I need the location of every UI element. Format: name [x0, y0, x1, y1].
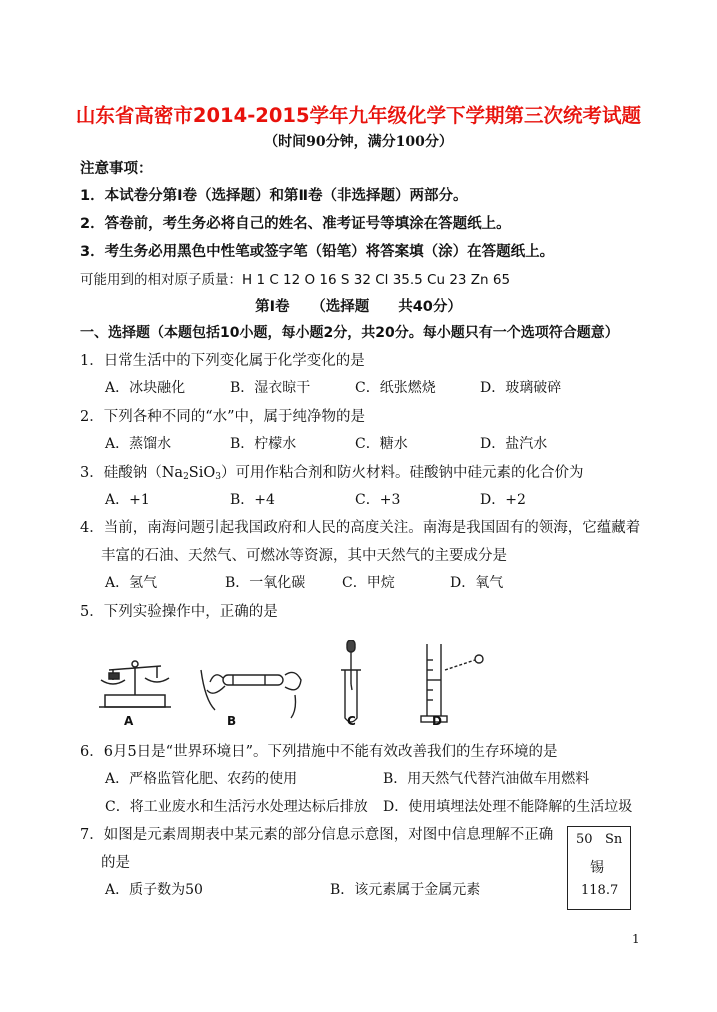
atomic-number: 50: [576, 832, 593, 847]
notice-item: 3．考生务必用黑色中性笔或签字笔（铅笔）将答案填（涂）在答题纸上。: [80, 244, 555, 260]
q4-option-d: D．氧气: [450, 575, 504, 591]
page-number: 1: [632, 932, 640, 946]
q6-option-b: B．用天然气代替汽油做车用燃料: [383, 771, 590, 787]
question-7-stem: 7．如图是元素周期表中某元素的部分信息示意图，对图中信息理解不正确: [80, 827, 554, 843]
lab-operations-figure: [95, 640, 635, 735]
notice-item: 2．答卷前，考生务必将自己的姓名、准考证号等填涂在答题纸上。: [80, 216, 511, 232]
q6-option-a: A．严格监管化肥、农药的使用: [105, 771, 298, 787]
atomic-mass: 118.7: [581, 883, 619, 898]
q2-option-c: C．糖水: [355, 436, 408, 452]
atomic-masses: 可能用到的相对原子质量：H 1 C 12 O 16 S 32 Cl 35.5 Cu 23 Zn 65: [80, 272, 511, 288]
notice-heading: 注意事项：: [80, 161, 153, 177]
question-7-stem-cont: 的是: [101, 855, 130, 871]
question-2-stem: 2．下列各种不同的“水”中，属于纯净物的是: [80, 409, 366, 425]
figure-label-c: C: [347, 714, 356, 728]
q3-subscript: 2: [183, 472, 189, 482]
q1-option-a: A．冰块融化: [105, 380, 186, 396]
q1-option-b: B．湿衣晾干: [230, 380, 311, 396]
question-1-stem: 1．日常生活中的下列变化属于化学变化的是: [80, 353, 365, 369]
q1-option-c: C．纸张燃烧: [355, 380, 436, 396]
notice-item: 1．本试卷分第Ⅰ卷（选择题）和第Ⅱ卷（非选择题）两部分。: [80, 188, 468, 204]
question-6-stem: 6．6月5日是“世界环境日”。下列措施中不能有效改善我们的生存环境的是: [80, 744, 558, 760]
balance-icon: [99, 661, 171, 707]
question-4-stem: 4．当前，南海问题引起我国政府和人民的高度关注。南海是我国固有的领海，它蕴藏着: [80, 520, 641, 536]
question-5-stem: 5．下列实验操作中，正确的是: [80, 604, 278, 620]
question-3-stem: [80, 461, 584, 482]
figure-label-d: D: [432, 714, 442, 728]
q7-option-b: B．该元素属于金属元素: [330, 882, 481, 898]
q3-option-b: B．+4: [230, 492, 275, 508]
q4-option-c: C．甲烷: [342, 575, 395, 591]
q1-option-d: D．玻璃破碎: [480, 380, 562, 396]
q6-option-c: C．将工业废水和生活污水处理达标后排放: [105, 799, 368, 815]
q2-option-b: B．柠檬水: [230, 436, 297, 452]
element-symbol: Sn: [605, 832, 623, 847]
q3-stem-part: ）可用作粘合剂和防火材料。硅酸钠中硅元素的化合价为: [221, 465, 584, 481]
section-instruction: 一、选择题（本题包括10小题，每小题2分，共20分。每小题只有一个选项符合题意）: [80, 325, 619, 341]
exam-title: 山东省高密市2014-2015学年九年级化学下学期第三次统考试题: [75, 104, 642, 127]
q3-option-d: D．+2: [480, 492, 526, 508]
figure-label-a: A: [124, 714, 134, 728]
q6-option-d: D．使用填埋法处理不能降解的生活垃圾: [383, 799, 633, 815]
heating-test-tube-icon: [201, 670, 301, 718]
section-heading: 第Ⅰ卷 （选择题 共40分）: [255, 299, 462, 315]
question-4-stem-cont: 丰富的石油、天然气、可燃冰等资源，其中天然气的主要成分是: [101, 548, 507, 564]
q3-option-a: A．+1: [105, 492, 150, 508]
q3-stem-part: SiO: [188, 465, 216, 481]
q3-subscript: 3: [215, 472, 221, 482]
q3-stem-part: 3．硅酸钠（Na: [80, 465, 184, 481]
q4-option-a: A．氢气: [105, 575, 158, 591]
graduated-cylinder-icon: [421, 644, 483, 722]
element-name: 锡: [590, 860, 604, 876]
q2-option-d: D．盐汽水: [480, 436, 548, 452]
q3-option-c: C．+3: [355, 492, 401, 508]
dropper-test-tube-icon: [341, 640, 361, 722]
periodic-table-cell: [567, 826, 631, 910]
q4-option-b: B．一氧化碳: [225, 575, 306, 591]
exam-subtitle: （时间90分钟，满分100分）: [264, 134, 453, 150]
q7-option-a: A．质子数为50: [105, 882, 203, 898]
figure-label-b: B: [227, 714, 237, 728]
q2-option-a: A．蒸馏水: [105, 436, 172, 452]
